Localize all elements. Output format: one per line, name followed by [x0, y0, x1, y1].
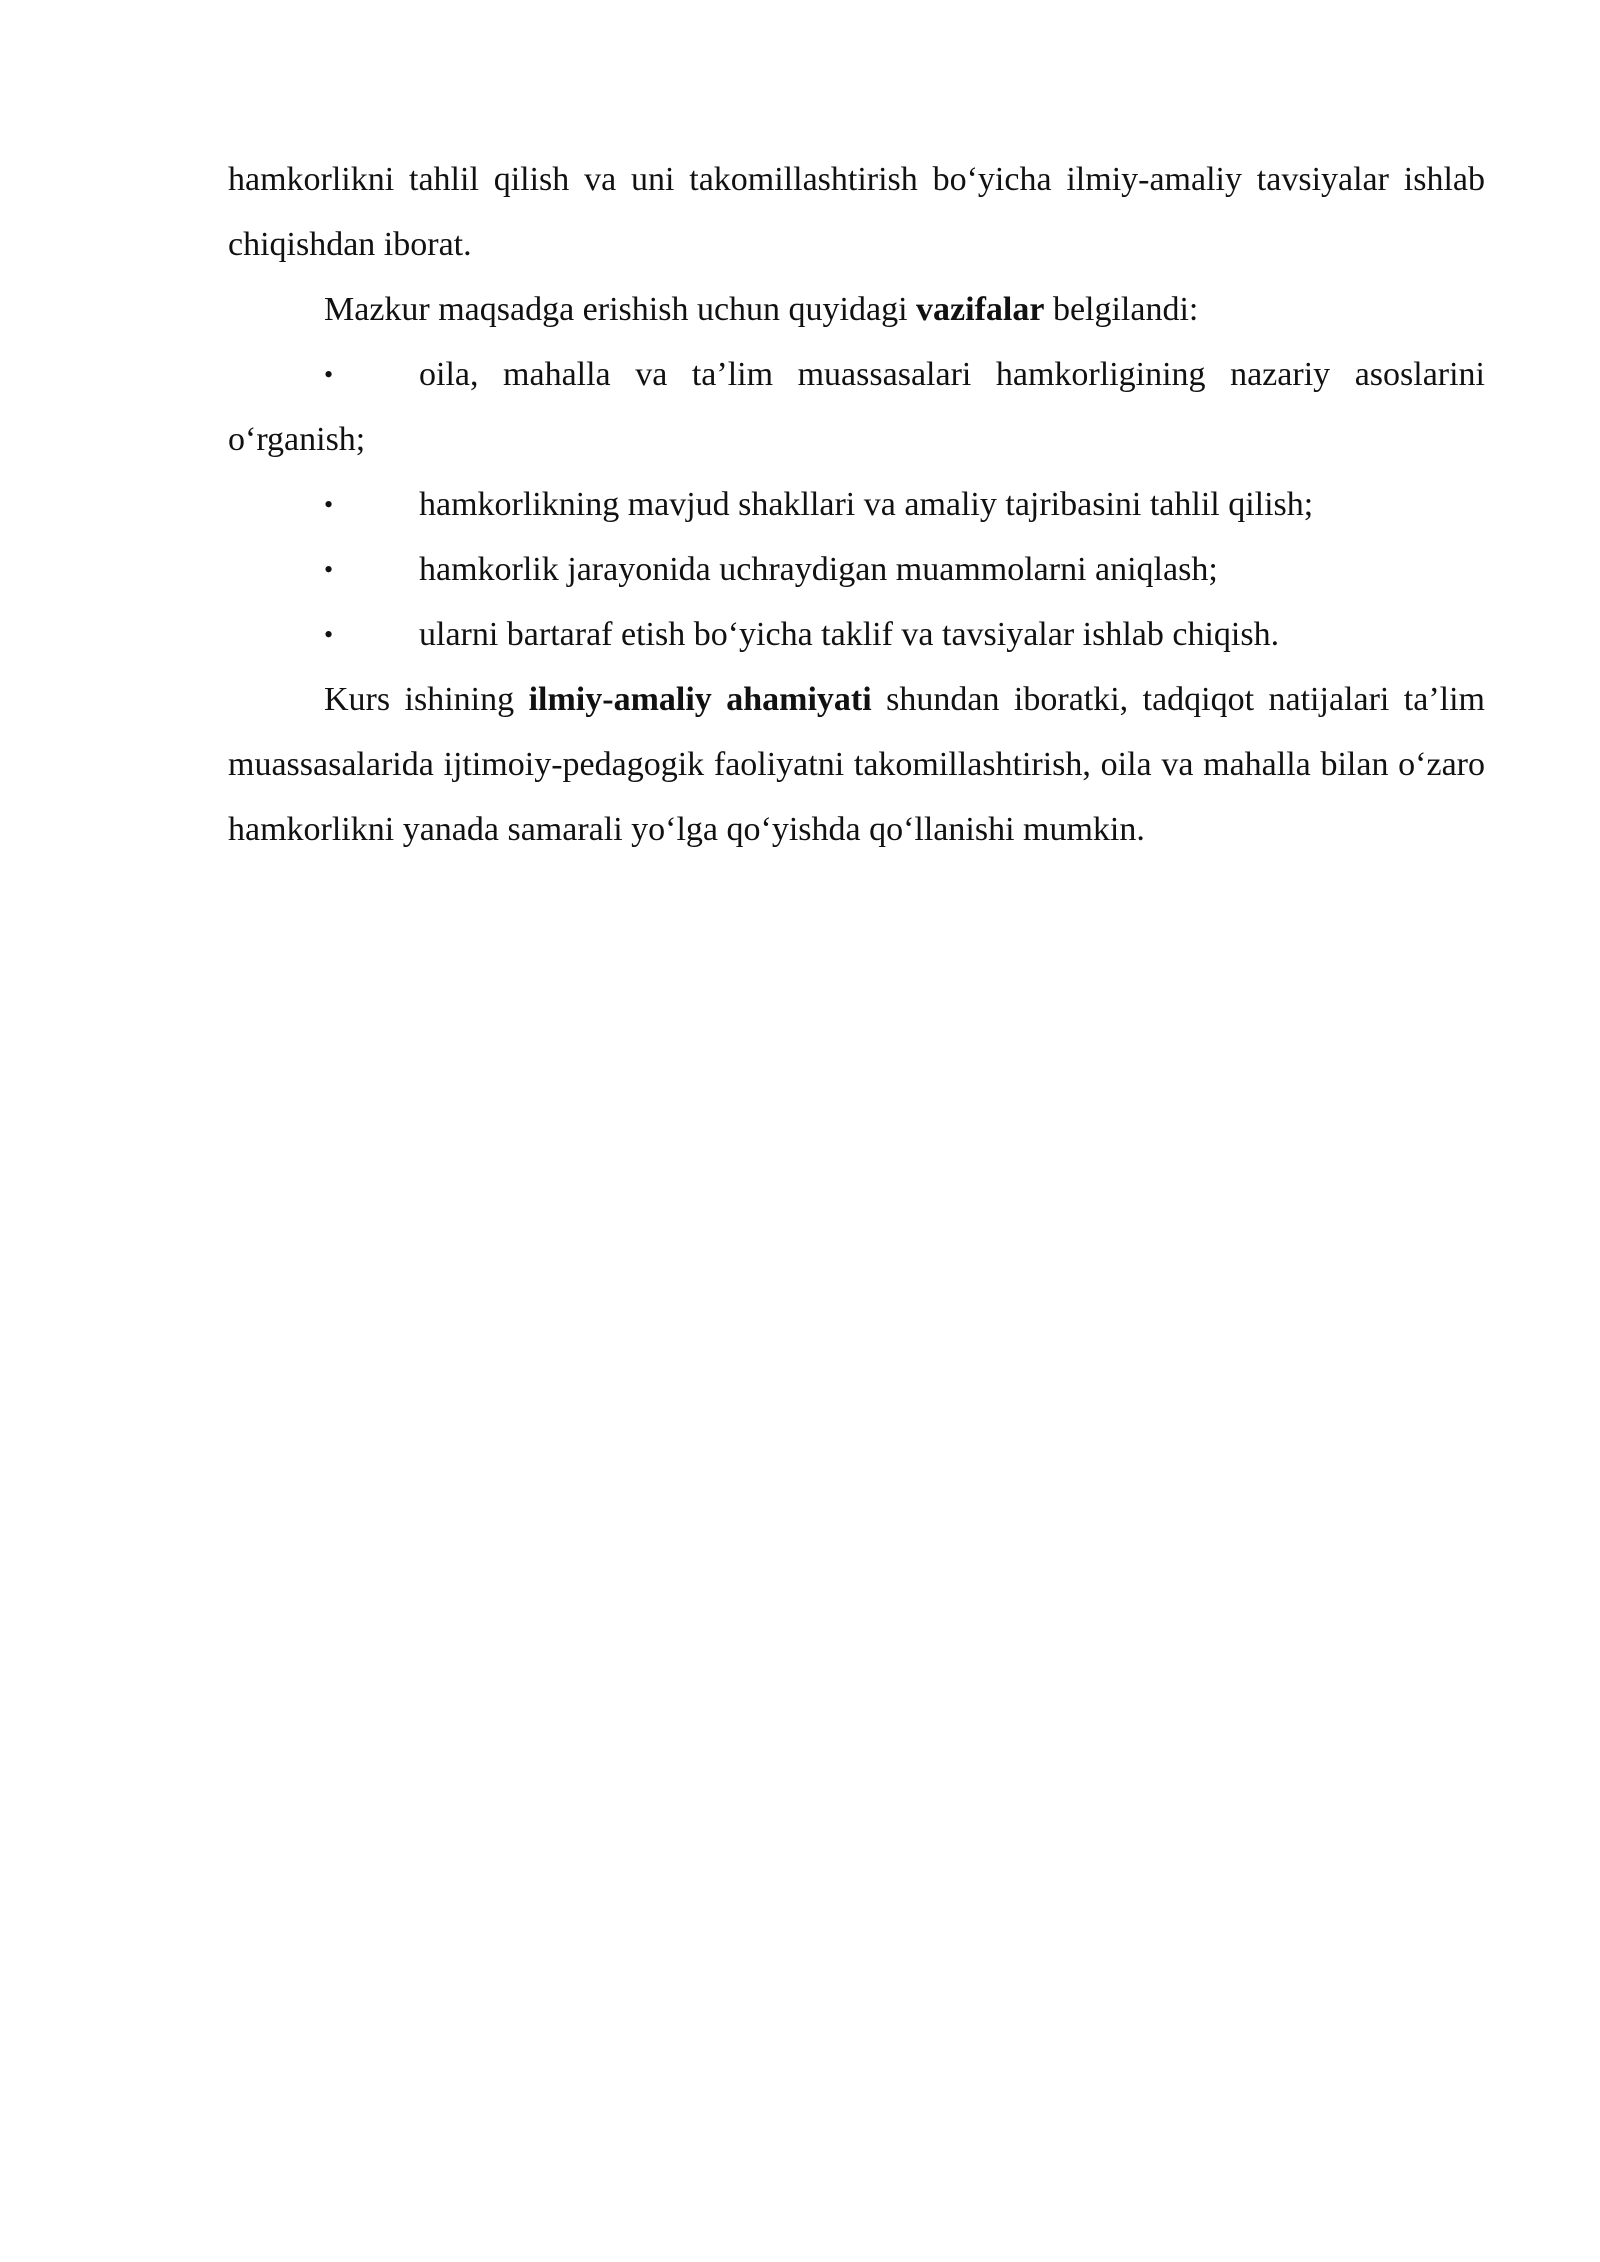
- list-item: [228, 472, 1485, 537]
- significance-keyword: ilmiy-amaliy ahamiyati: [528, 681, 872, 718]
- page-body: [228, 147, 1485, 862]
- bullet-icon: •: [324, 620, 334, 649]
- significance-paragraph: [228, 667, 1485, 862]
- list-item-text: hamkorlikning mavjud shakllari va amaliy tajribasini tahlil qilish;: [419, 486, 1314, 523]
- bullet-icon: •: [324, 360, 334, 389]
- intro-paragraph: hamkorlikni tahlil qilish va uni takomillashtirish bo‘yicha ilmiy-amaliy tavsiyalar ishlab chiqishdan iborat.: [228, 161, 1485, 263]
- tasks-intro-text: Mazkur maqsadga erishish uchun quyidagi: [324, 291, 917, 328]
- list-item: [228, 602, 1485, 667]
- tasks-intro-tail: belgilandi:: [1044, 291, 1199, 328]
- significance-intro-text: Kurs ishining: [324, 681, 529, 718]
- list-item: [228, 537, 1485, 602]
- bullet-icon: •: [324, 490, 334, 519]
- list-item: [228, 342, 1485, 472]
- list-item-text: hamkorlik jarayonida uchraydigan muammolarni aniqlash;: [419, 551, 1218, 588]
- list-item-text: oila, mahalla va ta’lim muassasalari hamkorligining nazariy asoslarini o‘rganish;: [228, 356, 1485, 458]
- tasks-intro-paragraph: [228, 277, 1485, 342]
- list-item-text: ularni bartaraf etish bo‘yicha taklif va tavsiyalar ishlab chiqish.: [419, 616, 1280, 653]
- bullet-icon: •: [324, 555, 334, 584]
- tasks-keyword: vazifalar: [916, 291, 1045, 328]
- significance-text: shundan iboratki, tadqiqot natijalari ta’lim muassasalarida ijtimoiy-pedagogik faoliyatni takomillashtirish, oila va mahalla bilan o‘zaro hamkorlikni yanada samarali yo‘lga qo‘yishda qo‘llanishi mumkin.: [228, 681, 1485, 848]
